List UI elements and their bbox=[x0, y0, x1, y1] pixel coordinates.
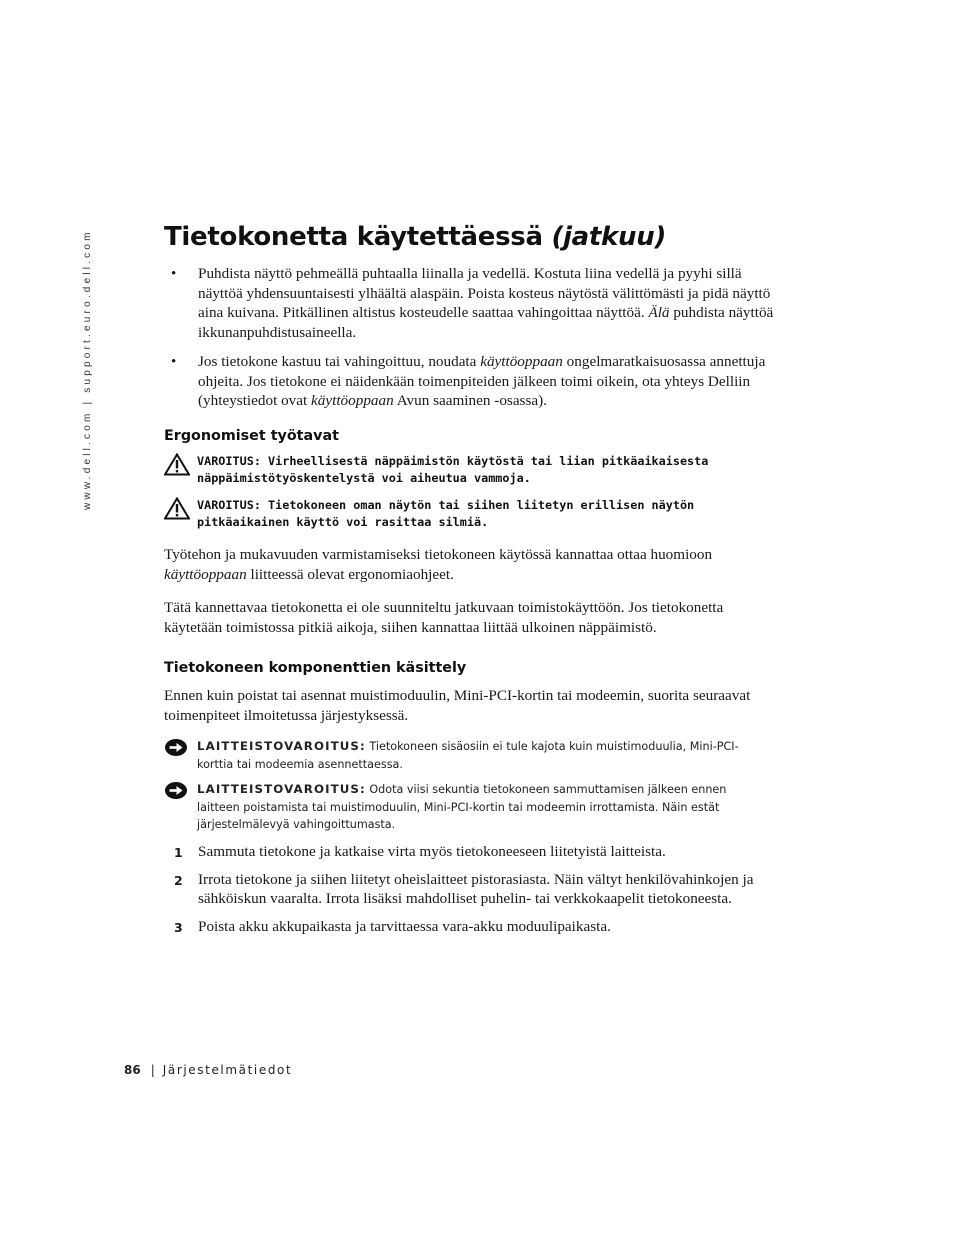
list-item: 1 Sammuta tietokone ja katkaise virta myös tietokoneeseen liitetyistä laitteista. bbox=[164, 842, 784, 862]
warning-notice bbox=[164, 497, 764, 531]
list-item: • Jos tietokone kastuu tai vahingoittuu, noudata käyttöoppaan ongelmaratkaisuosassa annettuja ohjeita. Jos tietokone ei näidenkään toimenpiteiden jälkeen toimi oikein, ota yhteys Delliin (yhteystiedot ovat käyttöoppaan Avun saaminen -osassa). bbox=[171, 353, 766, 409]
bullet-dot: • bbox=[171, 353, 177, 370]
sidebar-url: www.dell.com | support.euro.dell.com bbox=[82, 229, 93, 510]
page-title bbox=[164, 222, 666, 252]
list-item: 2 Irrota tietokone ja siihen liitetyt oheislaitteet pistorasiasta. Näin vältyt henkilövahinkojen ja sähköiskun vaaralta. Irrota lisäksi mahdolliset puhelin- tai verkkokaapelit tietokoneesta. bbox=[174, 870, 754, 907]
list-item: • Puhdista näyttö pehmeällä puhtaalla liinalla ja vedellä. Kostuta liina vedellä ja pyyhi sillä näyttöä yhdensuuntaisesti ylhäältä alaspäin. Poista kosteus näytöstä välittömästi ja pidä näyttö aina kuivana. Pitkällinen altistus kosteudelle saattaa vahingoittaa näyttöä. Älä puhdista näyttöä ikkunanpuhdistusaineella. bbox=[171, 265, 774, 341]
page-footer bbox=[124, 1063, 292, 1077]
components-intro bbox=[164, 686, 784, 725]
bullet-dot: • bbox=[171, 265, 177, 282]
footer-separator: | bbox=[150, 1063, 155, 1077]
paragraph: Tätä kannettavaa tietokonetta ei ole suunniteltu jatkuvaan toimistokäyttöön. Jos tietokonetta käytetään toimistossa pitkiä aikoja, siihen kannattaa liittää ulkoinen näppäimistö. bbox=[164, 599, 724, 636]
footer-section-title: Järjestelmätiedot bbox=[162, 1063, 293, 1077]
hardware-notice bbox=[164, 738, 764, 773]
page-number: 86 bbox=[124, 1063, 141, 1077]
warning-triangle-icon bbox=[164, 497, 190, 525]
notice-text: LAITTEISTOVAROITUS: Tietokoneen sisäosiin ei tule kajota kuin muistimoduulia, Mini-PCI-korttia tai modeemia asennettaessa. bbox=[197, 739, 739, 771]
step-number: 1 bbox=[174, 845, 183, 860]
warning-text: VAROITUS: Virheellisestä näppäimistön käytöstä tai liian pitkäaikaisesta näppäimistötyöskentelystä voi aiheutua vammoja. bbox=[197, 454, 709, 485]
section-heading-components: Tietokoneen komponenttien käsittely bbox=[164, 660, 467, 676]
list-item: 3 Poista akku akkupaikasta ja tarvittaessa vara-akku moduulipaikasta. bbox=[164, 917, 784, 937]
section-heading-ergonomics: Ergonomiset työtavat bbox=[164, 428, 339, 444]
warning-triangle-icon bbox=[164, 453, 190, 481]
bullet-list bbox=[164, 264, 784, 411]
paragraph: Ennen kuin poistat tai asennat muistimoduulin, Mini-PCI-kortin tai modeemin, suorita seuraavat toimenpiteet ilmoitetussa järjestyksessä. bbox=[164, 687, 751, 724]
warning-notice bbox=[164, 453, 764, 487]
title-continued: (jatkuu) bbox=[551, 222, 667, 252]
numbered-steps bbox=[164, 842, 784, 936]
paragraph: Työtehon ja mukavuuden varmistamiseksi tietokoneen käytössä kannattaa ottaa huomioon käyttöoppaan liitteessä olevat ergonomiaohjeet. bbox=[164, 546, 713, 583]
ergonomics-paragraphs bbox=[164, 545, 784, 637]
notice-text: LAITTEISTOVAROITUS: Odota viisi sekuntia tietokoneen sammuttamisen jälkeen ennen laitteen poistamista tai muistimoduulin, Mini-PCI-kortin tai modeemin irrottamista. Näin estät järjestelmälevyä vahingoittumasta. bbox=[197, 782, 727, 831]
hardware-notice-icon bbox=[164, 781, 188, 805]
warning-text: VAROITUS: Tietokoneen oman näytön tai siihen liitetyn erillisen näytön pitkäaikainen käyttö voi rasittaa silmiä. bbox=[197, 498, 695, 529]
title-main: Tietokonetta käytettäessä bbox=[164, 222, 543, 252]
step-number: 3 bbox=[174, 919, 183, 935]
hardware-notice bbox=[164, 781, 764, 834]
step-number: 2 bbox=[174, 872, 183, 888]
hardware-notice-icon bbox=[164, 738, 188, 762]
